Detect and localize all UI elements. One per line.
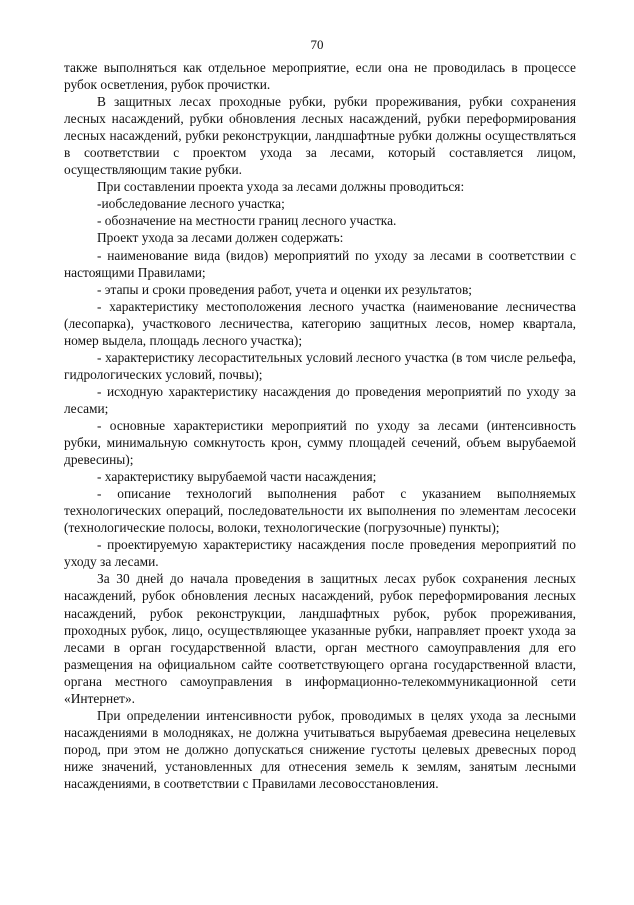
paragraph: - наименование вида (видов) мероприятий по уходу за лесами в соответствии с настоящими Правилами; (64, 247, 576, 280)
paragraph: также выполняться как отдельное мероприятие, если она не проводилась в процессе рубок осветления, рубок прочистки. (64, 60, 576, 93)
paragraph: - этапы и сроки проведения работ, учета и оценки их результатов; (97, 281, 473, 297)
paragraph: - проектируемую характеристику насаждения после проведения мероприятий по уходу за лесами. (64, 537, 576, 570)
paragraph: -иобследование лесного участка; (97, 196, 285, 212)
paragraph: - обозначение на местности границ лесного участка. (97, 213, 397, 229)
paragraph: - характеристику вырубаемой части насаждения; (97, 469, 377, 485)
paragraph: При составлении проекта ухода за лесами должны проводиться: (97, 179, 465, 195)
paragraph: - характеристику местоположения лесного участка (наименование лесничества (лесопарка), участкового лесничества, категорию защитных лесов, номер квартала, номер выдела, площадь лесного участка); (64, 298, 576, 348)
body-text (64, 59, 576, 792)
paragraph: При определении интенсивности рубок, проводимых в целях ухода за лесными насаждениями в молодняках, не должна учитываться вырубаемая древесина нецелевых пород, при этом не должно допускаться снижение густоты целевых древесных пород ниже значений, установленных для отнесения земель к землям, занятым лесными насаждениями, в соответствии с Правилами лесовосстановления. (64, 707, 576, 791)
paragraph: Проект ухода за лесами должен содержать: (97, 230, 344, 246)
paragraph: - исходную характеристику насаждения до проведения мероприятий по уходу за лесами; (64, 383, 576, 416)
paragraph: За 30 дней до начала проведения в защитных лесах рубок сохранения лесных насаждений, рубок обновления лесных насаждений, рубок переформирования лесных насаждений, рубок реконструкции, ландшафтных рубок, рубок прореживания, проходных рубок, лицо, осуществляющее указанные рубки, направляет проект ухода за лесами в орган государственной власти, орган местного самоуправления для его размещения на официальном сайте соответствующего органа государственной власти, органа местного самоуправления в информационно-телекоммуникационной сети «Интернет». (64, 571, 576, 706)
paragraph: - основные характеристики мероприятий по уходу за лесами (интенсивность рубки, минимальную сомкнутость крон, сумму площадей сечений, объем вырубаемой древесины); (64, 417, 576, 468)
paragraph: В защитных лесах проходные рубки, рубки прореживания, рубки сохранения лесных насаждений, рубки обновления лесных насаждений, рубки переформирования лесных насаждений, рубки реконструкции, ландшафтные рубки должны осуществляться в соответствии с проектом ухода за лесами, который составляется лицом, осуществляющим такие рубки. (64, 94, 576, 178)
paragraph: - описание технологий выполнения работ с указанием выполняемых технологических операций, последовательности их выполнения по элементам лесосеки (технологические полосы, волоки, технологические (погрузочные) пункты); (64, 486, 576, 536)
page-number: 70 (310, 37, 324, 52)
paragraph: - характеристику лесорастительных условий лесного участка (в том числе рельефа, гидрологических условий, почвы); (64, 349, 576, 382)
